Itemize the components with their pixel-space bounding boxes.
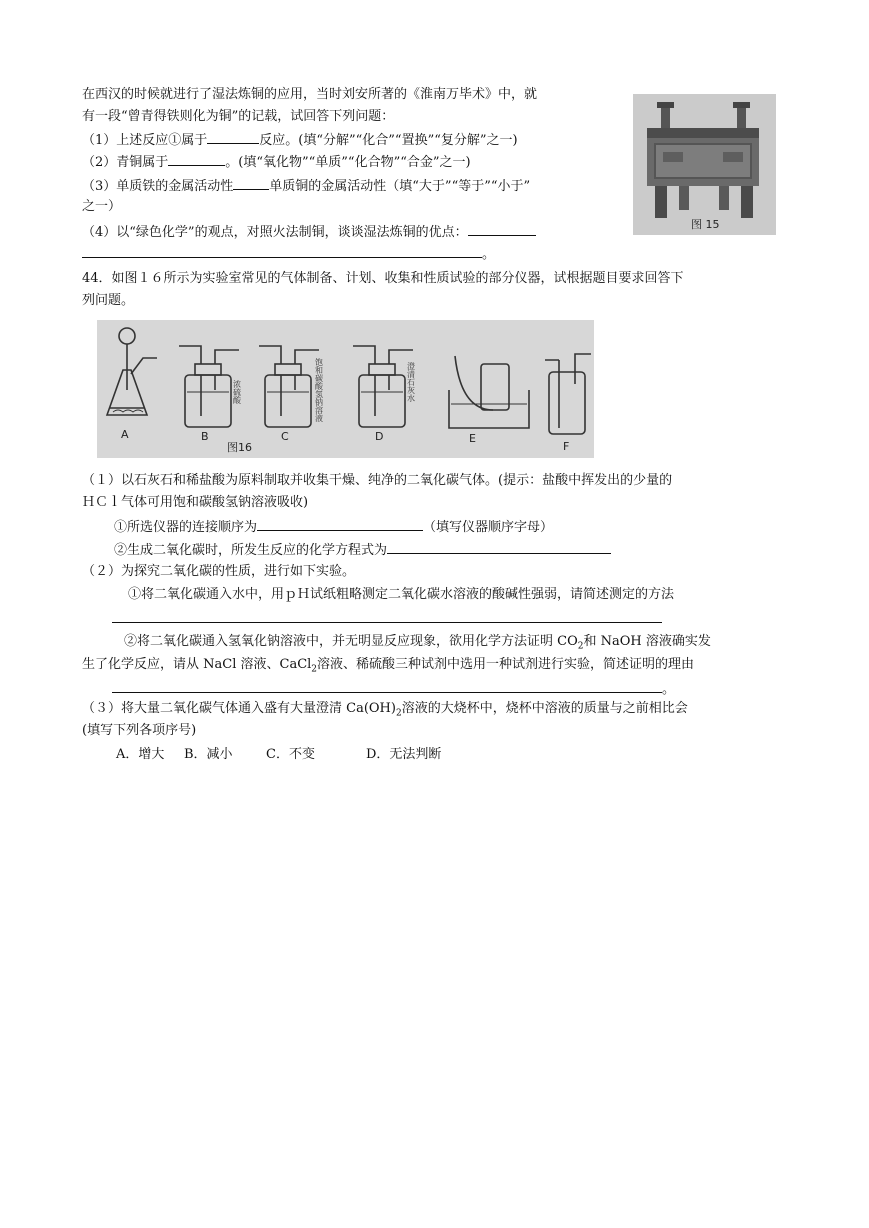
q43-part-4-line bbox=[82, 244, 495, 264]
part2-sub-2-answer bbox=[112, 679, 675, 699]
apparatus-label-c: C bbox=[281, 430, 289, 443]
part3-options bbox=[116, 746, 441, 764]
answer-blank[interactable] bbox=[257, 517, 423, 531]
liquid-label-b: 浓硫酸 bbox=[232, 380, 242, 404]
q43-part-4 bbox=[82, 222, 536, 242]
part3-line-1-text: （３）将大量二氧化碳气体通入盛有大量澄清 Ca(OH) bbox=[82, 701, 396, 716]
answer-blank[interactable] bbox=[387, 540, 611, 554]
part1-line-1: （１）以石灰石和稀盐酸为原料制取并收集干燥、纯净的二氧化碳气体。(提示：盐酸中挥发出的少量的 bbox=[82, 473, 673, 488]
option-c[interactable]: C．不变 bbox=[266, 747, 315, 762]
intro-line-1: 在西汉的时候就进行了湿法炼铜的应用，当时刘安所著的《淮南万毕术》中，就 bbox=[82, 87, 538, 102]
liquid-label-d: 澄清石灰水 bbox=[406, 362, 416, 402]
q43-part-3-tail: 单质铜的金属活动性（填“大于”“等于”“小于” bbox=[269, 179, 531, 194]
part1-sub-1-tail: （填写仪器顺序字母） bbox=[423, 520, 554, 535]
part1-sub-1 bbox=[114, 517, 553, 537]
q43-part-3 bbox=[82, 176, 530, 196]
q43-part-2-tail: 。(填“氧化物”“单质”“化合物”“合金”之一) bbox=[225, 155, 471, 170]
answer-blank[interactable] bbox=[207, 130, 259, 144]
part2-sub-1: ①将二氧化碳通入水中，用ｐＨ试纸粗略测定二氧化碳水溶液的酸碱性强弱，请简述测定的方法 bbox=[128, 587, 675, 602]
part2-sub-2-line-2-text: 生了化学反应，请从 NaCl 溶液、CaCl bbox=[82, 657, 312, 672]
part2-sub-2 bbox=[124, 633, 711, 656]
lab-apparatus-icon bbox=[97, 320, 594, 458]
part2-line-1: （２）为探究二氧化碳的性质，进行如下实验。 bbox=[82, 564, 356, 579]
liquid-label-c: 饱和碳酸氢钠溶液 bbox=[314, 358, 324, 422]
part1-sub-2 bbox=[114, 540, 611, 560]
bronze-ding-icon bbox=[633, 94, 776, 235]
part2-sub-2-end: 。 bbox=[662, 682, 676, 697]
figure-15-bronze-vessel bbox=[633, 94, 776, 235]
answer-blank[interactable] bbox=[112, 609, 662, 623]
part2-sub-2-text: ②将二氧化碳通入氢氧化钠溶液中，并无明显反应现象，欲用化学方法证明 CO bbox=[124, 634, 578, 649]
q43-part-1-tail: 反应。(填“分解”“化合”“置换”“复分解”之一) bbox=[259, 133, 518, 148]
part2-sub-2-line-2-tail: 溶液、稀硫酸三种试剂中选用一种试剂进行实验，简述证明的理由 bbox=[317, 657, 695, 672]
option-d[interactable]: D．无法判断 bbox=[366, 747, 442, 762]
option-b[interactable]: B．减小 bbox=[184, 747, 233, 762]
part2-sub-2-tail: 和 NaOH 溶液确实发 bbox=[583, 634, 711, 649]
q43-part-3-text: （3）单质铁的金属活动性 bbox=[82, 179, 234, 194]
option-a[interactable]: A．增大 bbox=[116, 747, 165, 762]
part1-sub-1-text: ①所选仪器的连接顺序为 bbox=[114, 520, 258, 535]
q43-part-2-text: （2）青铜属于 bbox=[82, 155, 169, 170]
q43-part-3-cont: 之一） bbox=[82, 199, 122, 214]
q44-line-2: 列问题。 bbox=[82, 293, 135, 308]
figure-15-caption: 图 15 bbox=[691, 218, 720, 231]
answer-blank[interactable] bbox=[233, 176, 269, 190]
q43-part-1-text: （1）上述反应①属于 bbox=[82, 133, 208, 148]
apparatus-label-a: A bbox=[121, 428, 129, 441]
apparatus-label-f: F bbox=[563, 440, 570, 453]
apparatus-label-e: E bbox=[469, 432, 476, 445]
part3-line-1-tail: 溶液的大烧杯中，烧杯中溶液的质量与之前相比会 bbox=[401, 701, 688, 716]
subscript: 2 bbox=[395, 708, 402, 719]
apparatus-label-d: D bbox=[375, 430, 384, 443]
answer-blank[interactable] bbox=[168, 152, 225, 166]
q44-line-1: 44．如图１６所示为实验室常见的气体制备、计划、收集和性质试验的部分仪器，试根据题目要求回答下 bbox=[82, 271, 684, 286]
subscript: 2 bbox=[577, 641, 584, 652]
figure-16-apparatus bbox=[97, 320, 594, 458]
q43-part-4-end: 。 bbox=[482, 247, 496, 262]
part3-line-2: (填写下列各项序号) bbox=[82, 723, 197, 738]
figure-16-caption: 图16 bbox=[227, 441, 252, 454]
part3-line-1 bbox=[82, 700, 688, 723]
q43-part-4-text: （4）以“绿色化学”的观点，对照火法制铜，谈谈湿法炼铜的优点： bbox=[82, 225, 468, 240]
apparatus-label-b: B bbox=[201, 430, 209, 443]
part1-sub-2-text: ②生成二氧化碳时，所发生反应的化学方程式为 bbox=[114, 543, 388, 558]
answer-blank[interactable] bbox=[468, 222, 536, 236]
part2-sub-2-line-2 bbox=[82, 656, 694, 679]
part2-sub-1-line bbox=[112, 609, 662, 629]
answer-blank[interactable] bbox=[112, 679, 662, 693]
answer-blank[interactable] bbox=[82, 244, 482, 258]
part1-line-2: ＨＣｌ气体可用饱和碳酸氢钠溶液吸收) bbox=[82, 495, 309, 510]
intro-line-2: 有一段“曾青得铁则化为铜”的记载，试回答下列问题： bbox=[82, 109, 395, 124]
subscript: 2 bbox=[311, 664, 318, 675]
q43-part-1 bbox=[82, 130, 518, 150]
q43-part-2 bbox=[82, 152, 471, 172]
